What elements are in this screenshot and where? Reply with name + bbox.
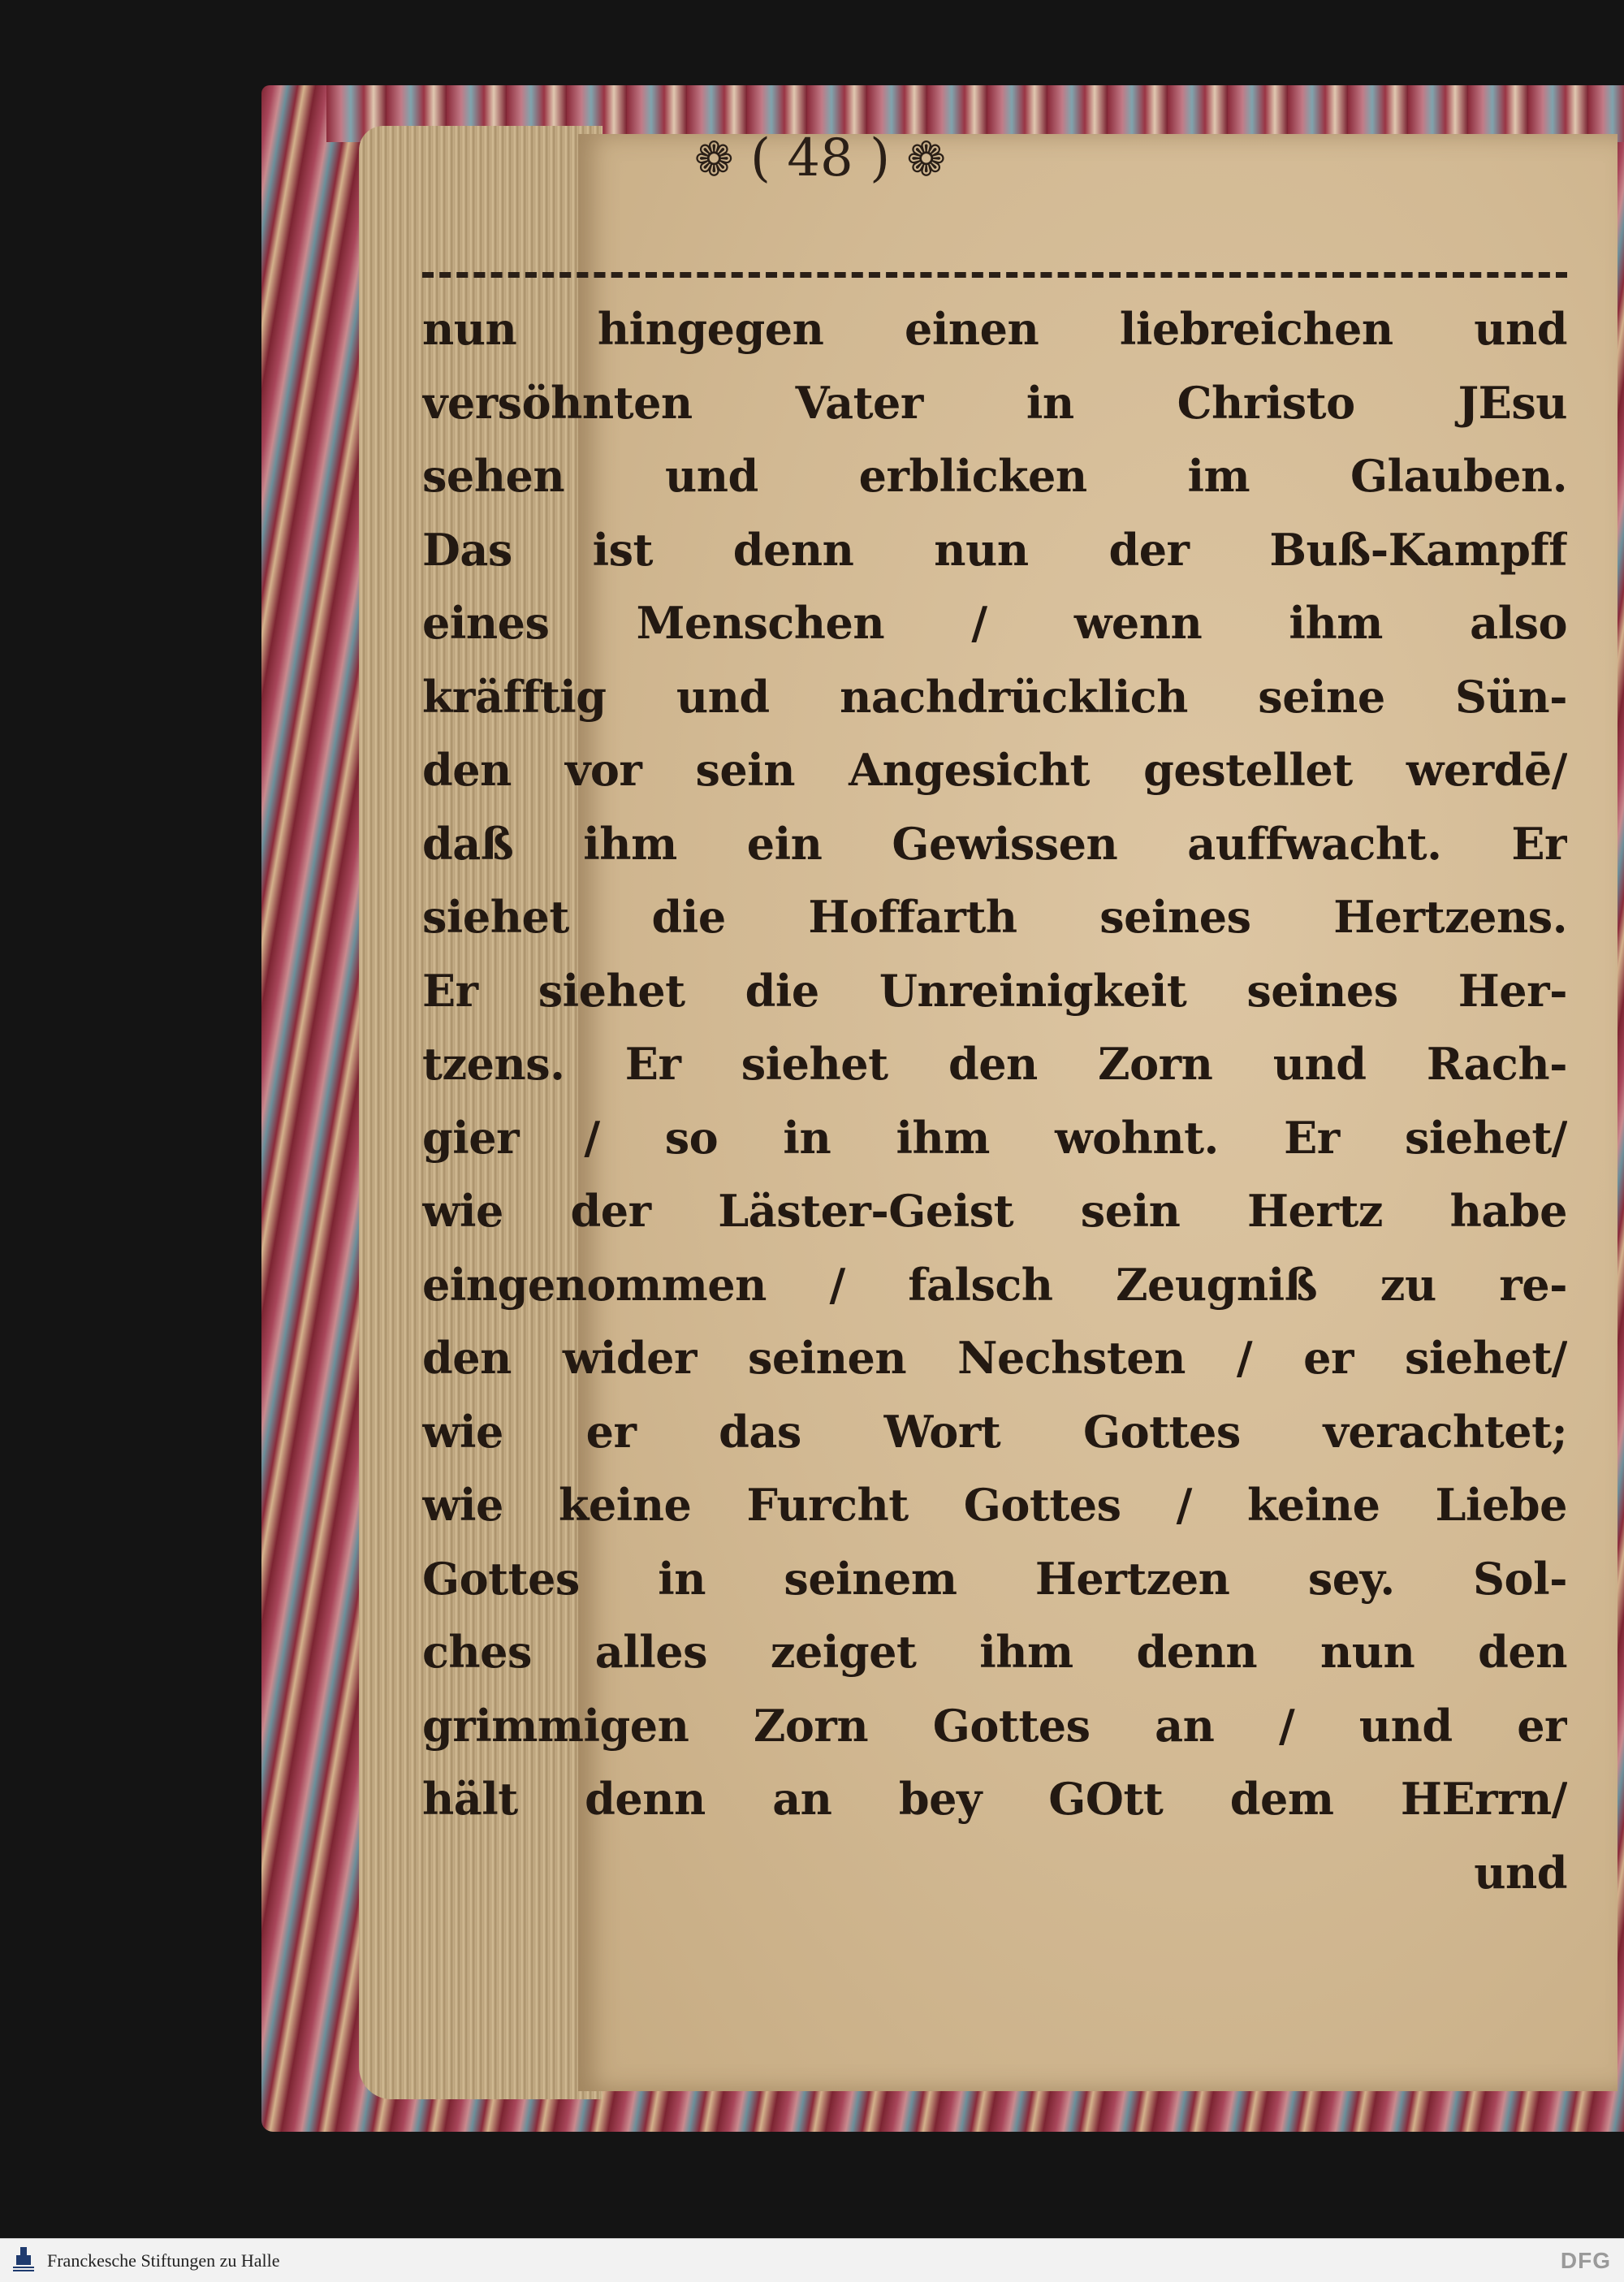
ornament-left-icon: ❁ <box>694 132 734 187</box>
text-line: kräfftig und nachdrücklich seine Sün- <box>422 670 1567 723</box>
text-line: eines Menschen / wenn ihm also <box>422 597 1567 649</box>
text-line: grimmigen Zorn Gottes an / und er <box>422 1699 1567 1752</box>
text-line: Das ist denn nun der Buß-Kampff <box>422 523 1567 576</box>
institution-logo-icon <box>11 2245 36 2275</box>
text-line: siehet die Hoffarth seines Hertzens. <box>422 891 1567 943</box>
text-line: den vor sein Angesicht gestellet werdē/ <box>422 744 1567 796</box>
page-number-prefix: ( <box>749 128 771 188</box>
text-line: den wider seinen Nechsten / er siehet/ <box>422 1332 1567 1384</box>
text-line: ches alles zeiget ihm denn nun den <box>422 1626 1567 1678</box>
text-line: Er siehet die Unreinigkeit seines Her- <box>422 964 1567 1017</box>
text-line: hält denn an bey GOtt dem HErrn/ <box>422 1773 1567 1825</box>
viewer-footer <box>0 2238 1624 2282</box>
header-rule <box>422 272 1567 284</box>
text-line: gier / so in ihm wohnt. Er siehet/ <box>422 1111 1567 1164</box>
page-number-suffix: ) <box>870 128 891 188</box>
page-number: 48 <box>787 128 853 188</box>
page-header <box>374 122 1267 195</box>
text-line: tzens. Er siehet den Zorn und Rach- <box>422 1038 1567 1090</box>
text-line: Gottes in seinem Hertzen sey. Sol- <box>422 1552 1567 1605</box>
text-line: wie der Läster-Geist sein Hertz habe <box>422 1185 1567 1237</box>
page-text <box>422 292 1567 1909</box>
text-line: sehen und erblicken im Glauben. <box>422 450 1567 502</box>
catchword: und <box>1474 1846 1567 1899</box>
text-line: wie keine Furcht Gottes / keine Liebe <box>422 1479 1567 1531</box>
ornament-right-icon: ❁ <box>906 132 946 187</box>
funder-logo: DFG <box>1560 2248 1611 2273</box>
text-line: wie er das Wort Gottes verachtet; <box>422 1405 1567 1458</box>
text-line: eingenommen / falsch Zeugniß zu re- <box>422 1258 1567 1311</box>
institution-name: Franckesche Stiftungen zu Halle <box>47 2250 280 2271</box>
text-line: daß ihm ein Gewissen auffwacht. Er <box>422 817 1567 870</box>
text-line: versöhnten Vater in Christo JEsu <box>422 376 1567 429</box>
text-line: nun hingegen einen liebreichen und <box>422 303 1567 355</box>
